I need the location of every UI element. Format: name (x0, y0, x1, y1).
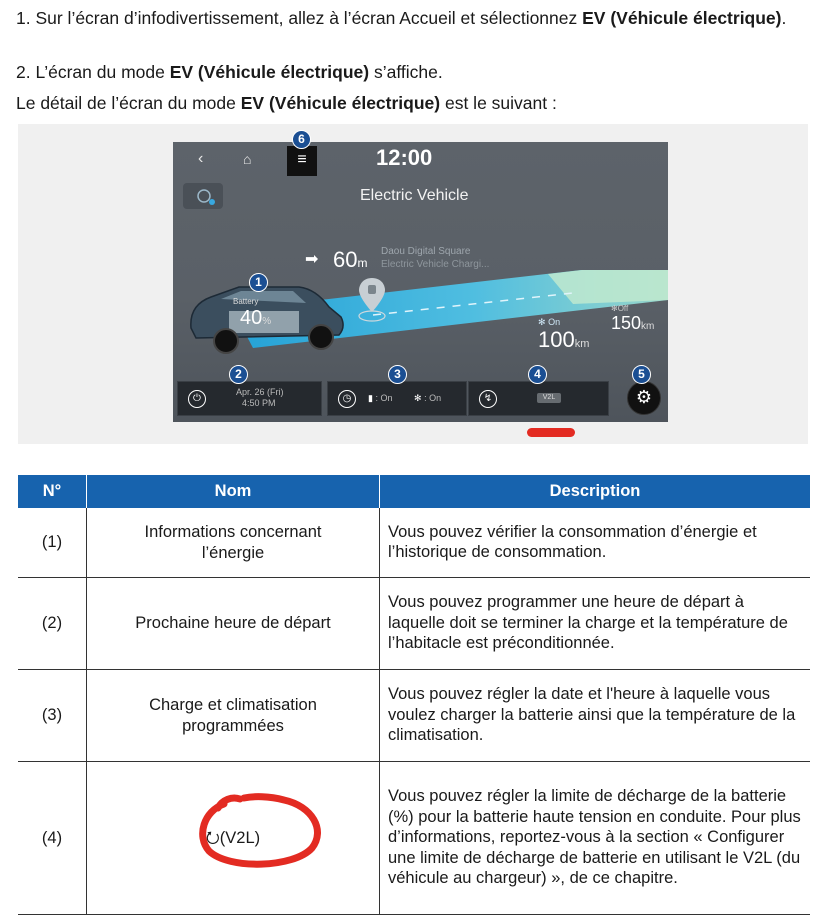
feature-table (18, 475, 810, 915)
table-row (18, 670, 810, 762)
v2l-icon: ↯ (479, 390, 497, 408)
v2l-chip: V2L (537, 393, 561, 403)
table-row (18, 578, 810, 670)
back-icon[interactable]: ‹ (198, 150, 204, 167)
charge-status: ▮ : On (368, 393, 393, 403)
table-header-row (18, 475, 810, 508)
row-number: (3) (18, 670, 87, 762)
departure-date: Apr. 26 (Fri) (236, 387, 284, 397)
red-annotation-mark (527, 428, 575, 437)
ev-status-icon (183, 183, 223, 209)
step-1-text: 1. Sur l’écran d’infodivertissement, allez à l’écran Accueil et sélectionnez EV (Véhicule électrique). (16, 8, 787, 28)
battery-level: 40% (240, 307, 272, 329)
callout-5: 5 (632, 365, 651, 384)
row-name: Informations concernant l’énergie (87, 508, 380, 578)
navigation-arrow-icon: ➡ (305, 251, 319, 268)
destination-detail: Electric Vehicle Chargi... (381, 259, 490, 270)
header-nom: Nom (87, 475, 380, 508)
clock-icon: ◷ (338, 390, 356, 408)
fan-icon: ✻ (611, 304, 618, 313)
fan-icon: ✻ (414, 393, 422, 403)
header-description: Description (380, 475, 811, 508)
range-climate-off: 150km (611, 313, 655, 333)
row-number: (2) (18, 578, 87, 670)
screen-title: Electric Vehicle (360, 187, 469, 204)
destination-name: Daou Digital Square (381, 246, 471, 257)
clock-time: 12:00 (376, 145, 433, 170)
climate-off-label: ✻Off (611, 304, 629, 313)
fan-icon: ✻ (538, 317, 546, 327)
callout-1: 1 (249, 273, 268, 292)
climate-on-label: ✻ On (538, 317, 561, 327)
plug-icon: ▮ (368, 393, 373, 403)
table-row (18, 508, 810, 578)
row-name (87, 762, 380, 915)
row-name: Prochaine heure de départ (87, 578, 380, 670)
v2l-name-cell: ⭮(V2L) (206, 828, 260, 849)
menu-icon[interactable]: ≡ (287, 146, 317, 176)
distance-readout: 60m (333, 247, 368, 272)
ev-badge (183, 183, 223, 209)
v2l-icon: ⭮ (205, 828, 220, 847)
callout-4: 4 (528, 365, 547, 384)
row-description: Vous pouvez programmer une heure de départ à laquelle doit se terminer la charge et la température de l’habitacle est préconditionnée. (380, 578, 811, 670)
callout-3: 3 (388, 365, 407, 384)
row-number: (4) (18, 762, 87, 915)
battery-label: Battery (233, 297, 259, 306)
climate-status: ✻ : On (414, 393, 442, 403)
header-no: N° (18, 475, 87, 508)
charging-station-pin-icon (355, 276, 389, 324)
next-departure-card[interactable] (177, 381, 322, 416)
callout-2: 2 (229, 365, 248, 384)
departure-time: 4:50 PM (242, 398, 276, 408)
scheduled-charge-climate-card[interactable] (327, 381, 467, 416)
home-icon[interactable]: ⌂ (243, 151, 252, 167)
row-number: (1) (18, 508, 87, 578)
range-climate-on: 100km (538, 327, 590, 352)
row-description: Vous pouvez vérifier la consommation d’énergie et l’historique de consommation. (380, 508, 811, 578)
detail-intro-text: Le détail de l’écran du mode EV (Véhicule électrique) est le suivant : (16, 93, 557, 113)
row-name: Charge et climatisation programmées (87, 670, 380, 762)
row-description: Vous pouvez régler la limite de décharge de la batterie (%) pour la batterie haute tension en conduite. Pour plus d’informations, reportez-vous à la section « Configurer une limite de décharge de batterie en utilisant le V2L (du véhicule au chargeur) », de ce chapitre. (380, 762, 811, 915)
row-description: Vous pouvez régler la date et l'heure à laquelle vous voulez charger la batterie ainsi que la température de la climatisation. (380, 670, 811, 762)
power-icon: ⏻ (188, 390, 206, 408)
step-2-text: 2. L’écran du mode EV (Véhicule électrique) s’affiche. (16, 62, 443, 82)
callout-6: 6 (292, 130, 311, 149)
table-row (18, 762, 810, 915)
settings-icon[interactable]: ⚙ (627, 381, 661, 415)
